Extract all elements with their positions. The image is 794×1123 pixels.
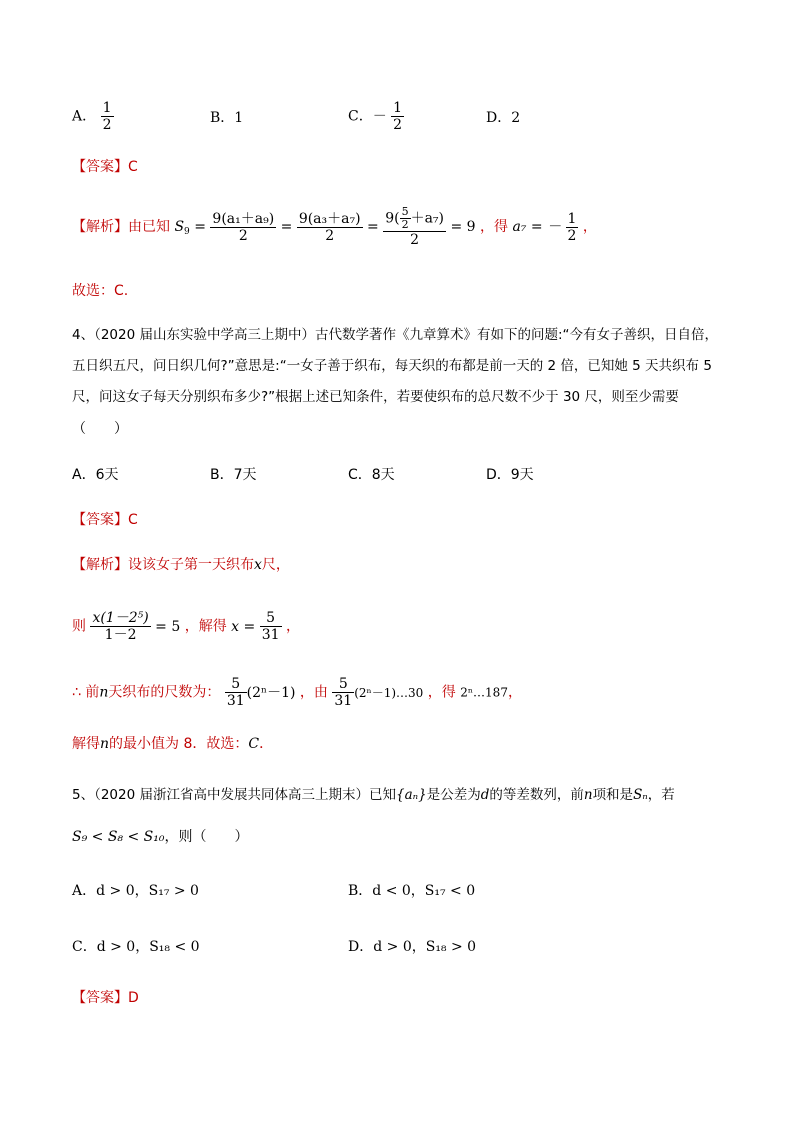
denominator: 2 (401, 218, 409, 231)
q3-answer (72, 158, 138, 176)
expression: (2ⁿ－1) (246, 684, 296, 701)
formula (231, 610, 286, 643)
q4-equation (72, 610, 300, 643)
analysis-text: ，得 (480, 219, 508, 235)
q4-stem-line-4: （ ） (72, 421, 128, 437)
variable: x (254, 557, 262, 573)
fraction (391, 100, 404, 133)
denominator: 31 (226, 693, 245, 709)
fraction (225, 676, 247, 709)
formula (225, 676, 300, 709)
analysis-tag: 【解析】 (72, 557, 128, 573)
punctuation: ， (582, 219, 597, 235)
variable: d (480, 787, 490, 803)
fraction (566, 211, 579, 244)
subscript: 9 (184, 227, 190, 237)
expression: (2ⁿ－1)…30 (354, 685, 424, 700)
q4-min-line (72, 735, 273, 753)
analysis-text: 解得 (72, 736, 100, 752)
option-label: C．－ (348, 108, 387, 125)
numerator: 1 (102, 100, 112, 116)
punctuation: ． (259, 736, 274, 752)
x-expression: x = (231, 618, 256, 635)
answer-value: C (128, 159, 138, 175)
q4-days-line (72, 676, 522, 709)
q5-option-b: B．d < 0，S₁₇ < 0 (348, 883, 476, 899)
numerator: 9(a₃＋a₇) (298, 210, 361, 227)
expression: 2ⁿ…187 (460, 685, 508, 700)
fraction (332, 676, 354, 709)
q4-stem-line-2: 五日织五尺，问日织几何?”意思是:“一女子善于织布，每天织的布都是前一天的 2 倍，已知她 5 天共织布 5 (72, 358, 712, 374)
stem-text: 是公差为 (426, 787, 481, 803)
fraction (210, 211, 276, 244)
denominator: 2 (410, 232, 420, 248)
denominator: 2 (325, 227, 335, 244)
stem-text: 项和是 (592, 787, 634, 803)
answer-value: D (128, 990, 139, 1006)
numerator: 1 (567, 210, 577, 227)
numerator: 5 (401, 205, 409, 218)
option-label: A． (72, 108, 97, 125)
q4-analysis (72, 556, 290, 574)
q4-stem-line-3: 尺，问这女子每天分别织布多少?”根据上述已知条件，若要使织布的总尺数不少于 30 尺，则至少需要 (72, 389, 679, 405)
fraction (383, 206, 446, 248)
denominator: 1－2 (104, 627, 137, 643)
analysis-text: 则 (72, 618, 86, 635)
fraction (101, 100, 114, 133)
answer-tag: 【答案】 (72, 990, 128, 1006)
denominator: 2 (102, 117, 112, 133)
answer-tag: 【答案】 (72, 159, 128, 175)
numerator: 5 (260, 610, 282, 627)
q5-stem-line-2 (72, 828, 248, 846)
numerator: 5 (332, 676, 354, 693)
analysis-text: 设该女子第一天织布 (128, 557, 254, 573)
q4-answer (72, 511, 138, 529)
formula (332, 676, 427, 709)
q5-stem-line-1 (72, 786, 675, 804)
q3-option-a (72, 100, 114, 133)
fraction (260, 610, 282, 643)
q3-choose: 故选：C. (72, 283, 129, 299)
denominator: 31 (261, 627, 280, 643)
q3-analysis (72, 206, 597, 248)
numerator: 1 (393, 100, 403, 116)
stem-text: ，若 (647, 787, 675, 803)
q5-option-a: A．d > 0，S₁₇ > 0 (72, 883, 199, 899)
analysis-text: ∴ 前 (72, 684, 100, 701)
analysis-text: ，解得 (184, 618, 227, 635)
variable: n (99, 684, 109, 701)
numerator (383, 206, 446, 232)
q5-option-c: C．d > 0，S₁₈ < 0 (72, 939, 200, 955)
variable: Sₙ (633, 787, 648, 803)
denominator: 2 (238, 227, 248, 244)
answer-tag: 【答案】 (72, 512, 128, 528)
analysis-text: ，由 (299, 684, 328, 701)
analysis-text: 的最小值为 8．故选： (109, 736, 249, 752)
punctuation: ， (507, 684, 522, 701)
analysis-text: 由已知 (128, 219, 170, 235)
formula: $S_9$ = $\frac{\text{9(a₁＋a₉)}}{2}$ = $\frac{\text{9(a₃＋a₇)}}{2}$ = 9( $\frac{5}{2}$ ＋a₇) 2 = 9 (174, 205, 476, 248)
q4-option-b: B．7天 (210, 467, 257, 483)
q5-option-d: D．d > 0，S₁₈ > 0 (348, 939, 477, 955)
variable: n (583, 787, 593, 803)
stem-text: 的等差数列，前 (489, 787, 584, 803)
q4-option-a: A．6天 (72, 467, 119, 483)
formula (512, 210, 582, 244)
q4-option-d: D．9天 (486, 467, 534, 483)
a7-expression: a₇ = － (512, 219, 562, 235)
denominator: 2 (567, 227, 577, 244)
formula (90, 610, 184, 643)
inner-fraction (400, 206, 411, 231)
stem-text: 5、（2020 届浙江省高中发展共同体高三上期末）已知 (72, 787, 396, 803)
analysis-text: ，得 (427, 684, 456, 701)
analysis-text: 天织布的尺数为： (108, 684, 221, 701)
numerator: x(1－2⁵) (92, 610, 149, 626)
numerator: 9(a₁＋a₉) (212, 210, 275, 227)
answer-value: C (128, 512, 138, 528)
q4-option-c: C．8天 (348, 467, 395, 483)
punctuation: ， (285, 618, 300, 635)
stem-text: ，则（ ） (164, 829, 249, 845)
analysis-text: 尺， (261, 557, 290, 573)
result: = 5 (155, 618, 181, 635)
numerator-part: 9( (385, 210, 400, 227)
numerator-part: ＋a₇) (410, 210, 444, 227)
q3-option-b: B．1 (210, 110, 244, 126)
numerator: 5 (225, 676, 247, 693)
inequality: S₉ < S₈ < S₁₀ (72, 829, 165, 845)
fraction (297, 211, 363, 244)
analysis-tag: 【解析】 (72, 219, 128, 235)
sequence: {aₙ} (396, 787, 427, 803)
denominator: 31 (334, 693, 353, 709)
denominator: 2 (393, 117, 403, 133)
fraction (90, 610, 150, 643)
result: = 9 (450, 219, 476, 235)
answer-letter: C (248, 736, 260, 752)
q3-option-c (348, 100, 404, 133)
variable: n (100, 736, 110, 752)
q3-option-d: D．2 (486, 110, 521, 126)
q4-stem-line-1: 4、（2020 届山东实验中学高三上期中）古代数学著作《九章算术》有如下的问题:“今有女子善织，日自倍， (72, 327, 719, 343)
q5-answer (72, 989, 139, 1007)
s-symbol: S (174, 219, 185, 235)
